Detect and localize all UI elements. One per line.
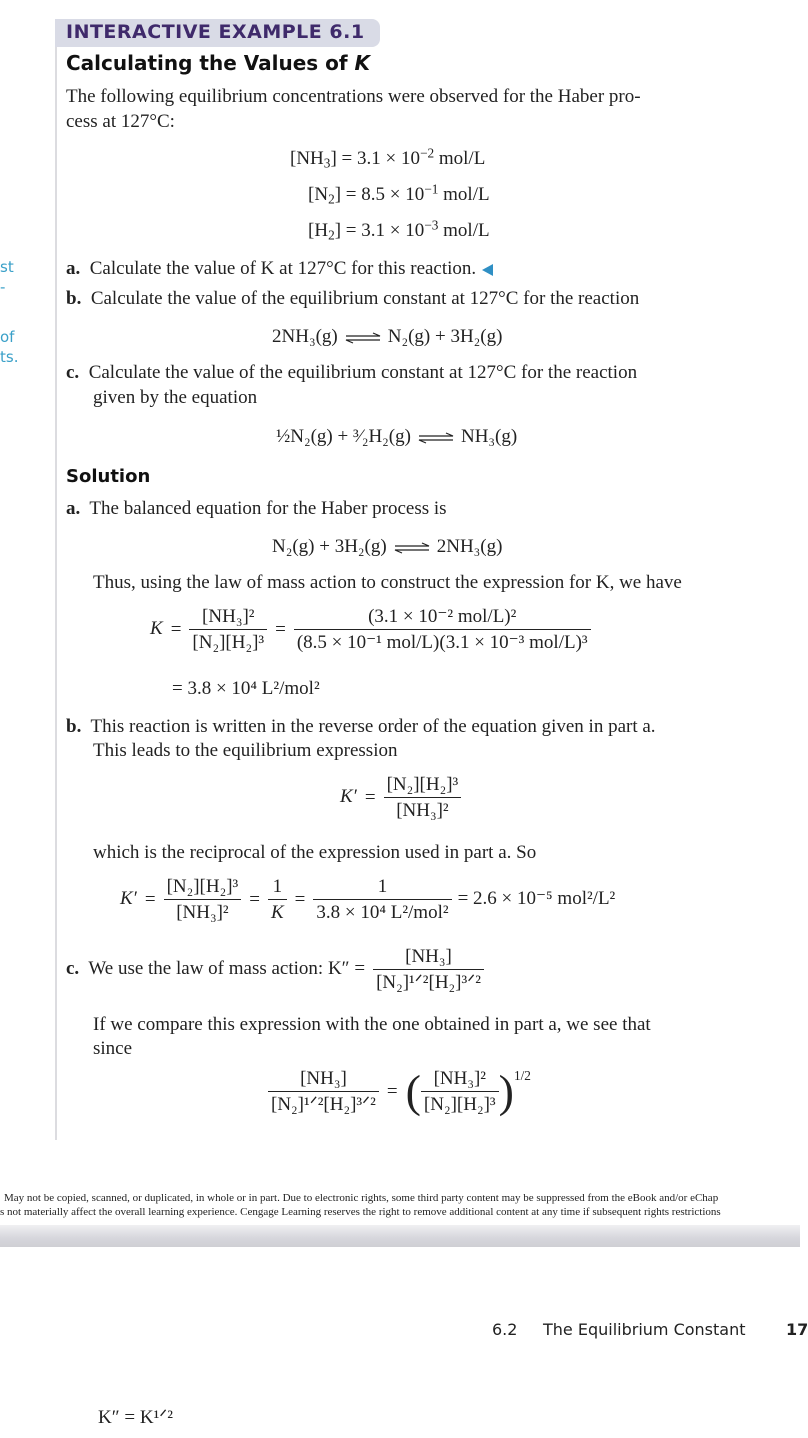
k-expression: K = $\frac{\text{[NH₃]²}}{\text{[N₂][H₂]³}}$ = $\frac{\text{(3.1 × 10⁻² mol/L)²}}{\text{(8.5 × 10⁻¹ mol/L)(3.1 × 10⁻³ mol/L)³}}$ [150,604,591,655]
comparison-equation: $\frac{\text{[NH₃]}}{\text{[N₂]¹ᐟ²[H₂]³ᐟ²}}$ = ( $\frac{\text{[NH₃]²}}{\text{[N₂][H₂]³}}$ )$^{1/2}$ [268,1066,531,1117]
solution-b-text2: This leads to the equilibrium expression [93,740,398,761]
question-b: b. Calculate the value of the equilibrium constant at 127°C for the reaction [66,288,640,309]
concentration-nh3: $[NH_3] = 3.1 \times 10^{-2}$ mol/L [290,145,486,171]
title-variable: K [354,51,371,75]
page-separator [0,1225,800,1247]
intro-line-2: cess at 127°C: [66,111,175,132]
margin-note: of [0,328,15,346]
margin-note: st [0,258,14,276]
example-title [66,51,370,75]
kprime-calculation: K′ = $\frac{\text{[N₂][H₂]³}}{\text{[NH₃]²}}$ = $\frac{1}{K}$ = $\frac{1}{\text{3.8 × 10⁴ L²/mol²}}$ = 2.6 × 10⁻⁵ mol²/L² [120,876,616,923]
question-c-line2: given by the equation [93,387,258,408]
reaction-b: 2NH₃(g) N₂(g) + 3H₂(g) [272,326,503,347]
reaction-c: ½N₂(g) + ³⁄₂H₂(g) NH₃(g) [276,426,518,447]
play-triangle-icon[interactable] [482,264,493,276]
margin-note: ts. [0,348,19,366]
solution-c-text3: since [93,1038,133,1059]
reaction-a: N₂(g) + 3H₂(g) 2NH₃(g) [272,536,503,557]
footer-section-number: 6.2 [492,1320,518,1339]
concentration-h2: $[H_2] = 3.1 \times 10^{-3}$ mol/L [308,217,490,243]
solution-a: a. The balanced equation for the Haber process is [66,498,447,519]
example-banner-label: INTERACTIVE EXAMPLE 6.1 [66,21,365,43]
question-c: c. Calculate the value of the equilibrium constant at 127°C for the reaction [66,362,638,383]
equilibrium-arrow-icon [417,433,455,443]
solution-b: b. This reaction is written in the reverse order of the equation given in part a. [66,716,656,737]
copyright-line-1: May not be copied, scanned, or duplicated, in whole or in part. Due to electronic rights, some third party content may be suppressed from the eBook and/or eChap [4,1192,719,1204]
concentration-n2: $[N_2] = 8.5 \times 10^{-1}$ mol/L [308,181,490,207]
k-result: = 3.8 × 10⁴ L²/mol² [172,678,320,699]
footer-section-title: The Equilibrium Constant [543,1320,746,1339]
question-a: a. Calculate the value of K at 127°C for this reaction. [66,256,493,281]
margin-note: - [0,278,6,296]
kprime-expression: K′ = $\frac{\text{[N₂][H₂]³}}{\text{[NH₃]²}}$ [340,772,461,823]
title-text: Calculating the Values of [66,51,355,75]
k-double-prime-result: K″ = K¹ᐟ² [98,1407,174,1428]
solution-b-text3: which is the reciprocal of the expression used in part a. So [93,842,537,863]
copyright-line-2: s not materially affect the overall learning experience. Cengage Learning reserves the right to remove additional content at any time if subsequent rights restrictions [0,1206,721,1218]
sidebar-rule [55,20,57,1140]
solution-c: c. We use the law of mass action: K″ = $\frac{\text{[NH₃]}}{\text{[N₂]¹ᐟ²[H₂]³ᐟ²}}$ [66,944,484,995]
solution-c-text2: If we compare this expression with the one obtained in part a, we see that [93,1014,651,1035]
solution-a-text2: Thus, using the law of mass action to construct the expression for K, we have [93,572,682,593]
solution-heading: Solution [66,466,151,487]
equilibrium-arrow-icon [393,543,431,553]
page-number: 17 [786,1320,808,1339]
equilibrium-arrow-icon [344,333,382,343]
intro-line-1: The following equilibrium concentrations were observed for the Haber pro- [66,86,641,107]
